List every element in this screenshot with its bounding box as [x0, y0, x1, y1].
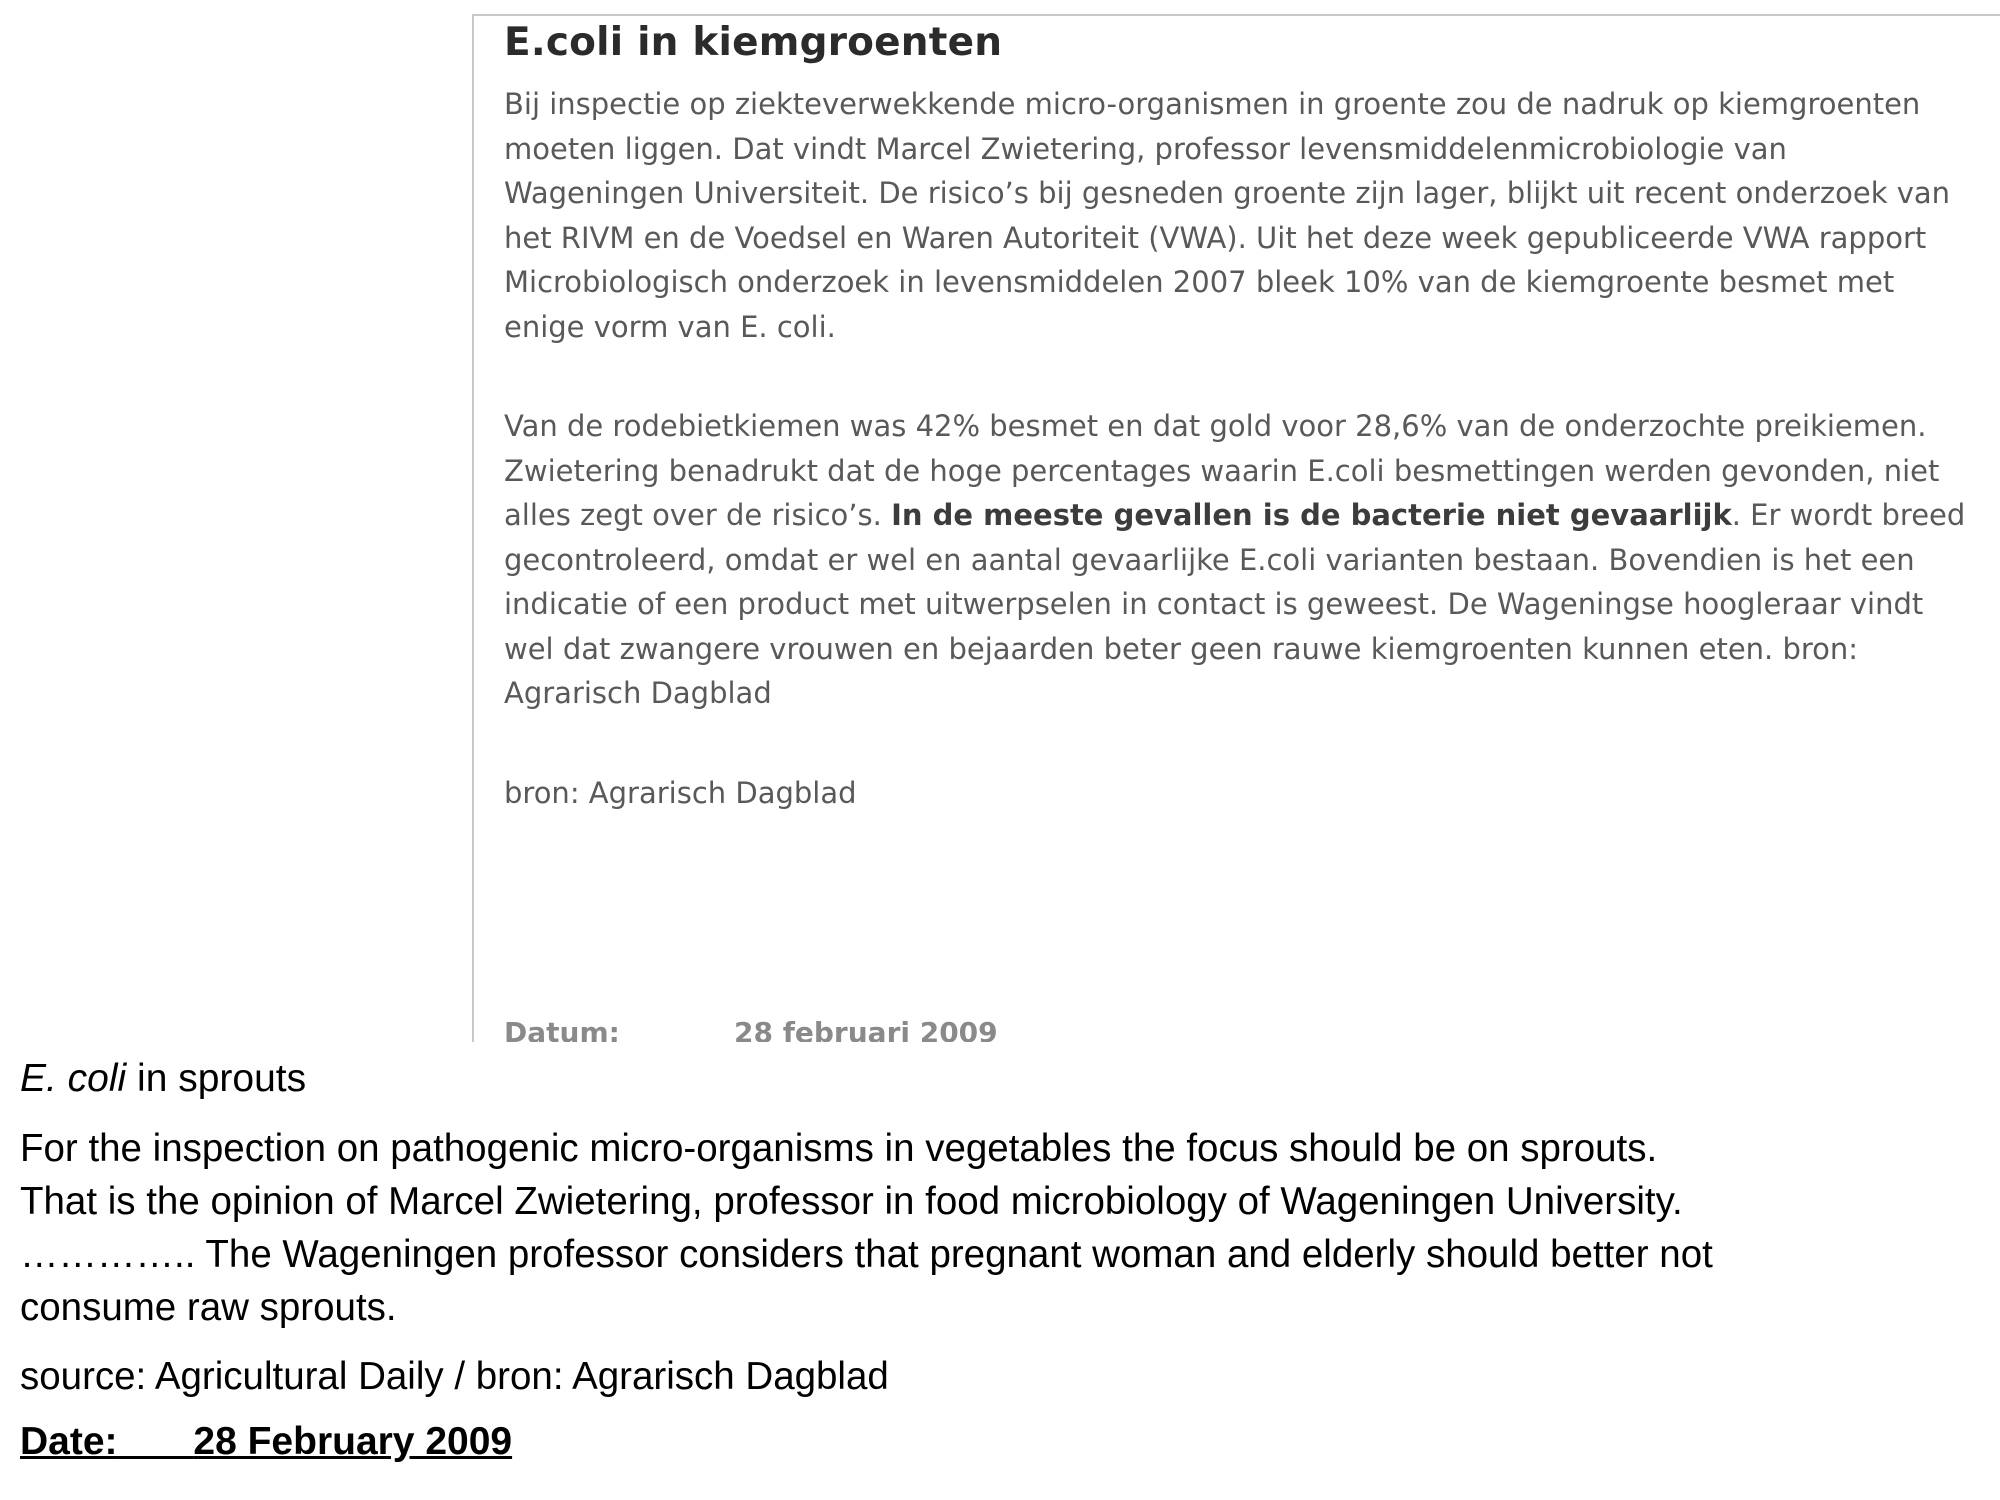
article-date-label: Datum:	[504, 1016, 620, 1042]
translation-date-value: 28 February 2009	[193, 1420, 513, 1463]
article-source: bron: Agrarisch Dagblad	[504, 775, 857, 810]
article-body	[504, 82, 1974, 870]
translation-body: For the inspection on pathogenic micro-organisms in vegetables the focus should be on sprouts. That is the opinion of Marcel Zwietering, professor in food microbiology of Wageningen University. ………….. The Wageningen professor considers that pregnant woman and elderly should better not consume raw sprouts.	[20, 1127, 1713, 1329]
paragraph-2-bold-text: In de meeste gevallen is de bacterie niet gevaarlijk	[891, 498, 1732, 532]
article-date	[504, 1016, 998, 1042]
translation-source: source: Agricultural Daily / bron: Agrarisch Dagblad	[20, 1355, 889, 1398]
article-screenshot	[472, 14, 2000, 1042]
translation-date	[20, 1417, 1990, 1467]
translation-title-italic: E. coli	[20, 1057, 127, 1100]
article-date-value: 28 februari 2009	[734, 1016, 998, 1042]
article-title: E.coli in kiemgroenten	[504, 20, 1003, 65]
translation-section	[20, 1054, 1990, 1467]
translation-title	[20, 1054, 1990, 1104]
article-paragraph-1: Bij inspectie op ziekteverwekkende micro-organismen in groente zou de nadruk op kiemgroenten moeten liggen. Dat vindt Marcel Zwietering, professor levensmiddelenmicrobiologie van Wageningen Universiteit. De risico’s bij gesneden groente zijn lager, blijkt uit recent onderzoek van het RIVM en de Voedsel en Waren Autoriteit (VWA). Uit het deze week gepubliceerde VWA rapport Microbiologisch onderzoek in levensmiddelen 2007 bleek 10% van de kiemgroente besmet met enige vorm van E. coli.	[504, 87, 1951, 344]
translation-date-label: Date:	[20, 1420, 118, 1463]
paragraph-2-text-start: Van de rodebietkiemen was 42% besmet en dat gold voor 28,6% van de onderzochte preikiemen. Zwietering benadrukt dat de hoge percentages waarin E.coli besmettingen werden gevonden, niet alles zegt over de risico’s.	[504, 409, 1940, 532]
paragraph-2-text-end: . Er wordt breed gecontroleerd, omdat er wel en aantal gevaarlijke E.coli varianten bestaan. Bovendien is het een indicatie of een product met uitwerpselen in contact is geweest. De Wageningse hoogleraar vindt wel dat zwangere vrouwen en bejaarden beter geen rauwe kiemgroenten kunnen eten. bron: Agrarisch Dagblad	[504, 498, 1966, 710]
translation-title-rest: in sprouts	[126, 1057, 307, 1100]
article-paragraph-2	[504, 404, 1974, 716]
